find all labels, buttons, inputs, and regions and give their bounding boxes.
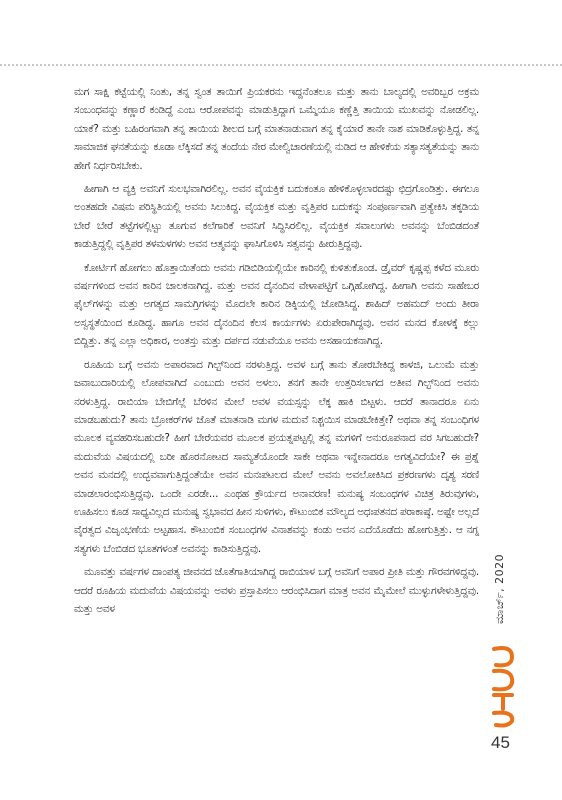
magazine-logo bbox=[488, 643, 518, 729]
article-paragraph-1: ಮಗ ಸಾಕ್ಷಿ ಕಟ್ಟೆಯಲ್ಲಿ ನಿಂತು, ತನ್ನ ಸ್ವಂತ ತಾಯಿಗೆ ಪ್ರಿಯಕರನು ಇದ್ದನೆಂತಲೂ ಮತ್ತು ತಾನು ಬಾಲ್ಯದಲ್ಲಿ ಅವರಿಬ್ಬರ ಅಕ್ರಮ ಸಂಬಂಧವನ್ನು ಕಣ್ಣಾರೆ ಕಂಡಿದ್ದೆ ಎಂಬ ಆರೋಪವನ್ನು ಮಾಡುತ್ತಿದ್ದಾಗ ಒಮ್ಮೆಯೂ ಕಣ್ಣೆತ್ತಿ ತಾಯಿಯ ಮುಖವನ್ನು ನೋಡಲಿಲ್ಲ. ಯಾಕೆ? ಮತ್ತು ಬಹಿರಂಗವಾಗಿ ತನ್ನ ತಾಯಿಯ ಶೀಲದ ಬಗ್ಗೆ ಮಾತನಾಡುವಾಗ ತನ್ನ ಕೈಯಾರೆ ತಾನೇ ನಾಶ ಮಾಡಿಕೊಳ್ಳುತ್ತಿದ್ದ. ತನ್ನ ಸಾಮಾಜಿಕ ಘನತೆಯನ್ನು ಕೂಡಾ ಲೆಕ್ಕಿಸದೆ ತನ್ನ ತಂದೆಯ ನೇರ ಮೇಲ್ವಿಚಾರಣೆಯಲ್ಲಿ ನುಡಿದ ಆ ಹೇಳಿಕೆಯ ಸತ್ಯಾಸತ್ಯತೆಯನ್ನು ತಾನು ಹೇಗೆ ನಿರ್ಧರಿಸಬೇಕು. bbox=[74, 86, 479, 172]
header-dotted-divider bbox=[0, 64, 562, 66]
page-number: 45 bbox=[491, 733, 510, 752]
article-paragraph-2: ಹೀಗಾಗಿ ಆ ವ್ಯಕ್ತಿ ಅವನಿಗೆ ಸುಲಭವಾಗಿರಲಿಲ್ಲ. ಅವನ ವೈಯಕ್ತಿಕ ಬದುಕಂತೂ ಹೇಳಿಕೊಳ್ಳಲಾರದಷ್ಟು ಛಿದ್ರಗೊಂಡಿತ್ತು. ಈಗಲೂ ಅಂತಹದೇ ವಿಷಮ ಪರಿಸ್ಥಿತಿಯಲ್ಲಿ ಅವನು ಸಿಲುಕಿದ್ದ. ವೈಯಕ್ತಿಕ ಮತ್ತು ವೃತ್ತಿಪರ ಬದುಕನ್ನು ಸಂಪೂರ್ಣವಾಗಿ ಪ್ರತ್ಯೇಕಿಸಿ ತಕ್ಕಡಿಯ ಬೇರೆ ಬೇರೆ ತಟ್ಟೆಗಳಲ್ಲಿಟ್ಟು ತೂಗುವ ಕಲೆಗಾರಿಕೆ ಅವನಿಗೆ ಸಿದ್ಧಿಸಿರಲಿಲ್ಲ. ವೈಯಕ್ತಿಕ ಸವಾಲುಗಳು ಅವನನ್ನು ಬೆಂಬಿಡದಂತೆ ಕಾಡುತ್ತಿದ್ದಲ್ಲಿ ವೃತ್ತಿಪರ ತಳಮಳಗಳು ಅವನ ಆತ್ಮವನ್ನು ಘಾಸಿಗೊಳಿಸಿ ಸತ್ವವನ್ನು ಹೀರುತ್ತಿದ್ದವು. bbox=[74, 183, 479, 251]
article-paragraph-4: ರೂಹಿಯ ಬಗ್ಗೆ ಅವನು ಅಪಾರವಾದ ಗಿಲ್ಟ್‌ನಿಂದ ನರಳುತ್ತಿದ್ದ. ಅವಳ ಬಗ್ಗೆ ತಾನು ತೋರಬೇಕಿದ್ದ ಕಾಳಜಿ, ಒಲುಮೆ ಮತ್ತು ಜವಾಬುದಾರಿಯಲ್ಲಿ ಲೋಪವಾಗಿದೆ ಎಂಬುದು ಅವನ ಅಳಲು. ತನಗೆ ತಾನೇ ಉತ್ತರಿಸಲಾಗದ ಅತೀವ ಗಿಲ್ಟ್‌ನಿಂದ ಅವನು ನರಳುತ್ತಿದ್ದ. ರಾಬಿಯಾ ಬೇಬಿಗೆಲ್ಲೆ ಬೆರಳಿನ ಮೇಲೆ ಅವಳ ವಯಸ್ಸನ್ನು ಲೆಕ್ಕ ಹಾಕಿ ಬಿಟ್ಟಳು. ಆದರೆ ತಾನಾದರೂ ಏನು ಮಾಡಬಹುದು? ತಾನು ಬ್ರೋಕರ್‌ಗಳ ಜೊತೆ ಮಾತನಾಡಿ ಮಗಳ ಮದುವೆ ನಿಶ್ಚಯಿಸ ಮಾಡಬೇಕಿತ್ತೇ? ಅಥವಾ ತನ್ನ ಸಂಬಂಧಿಗಳ ಮೂಲಕ ವ್ಯವಹರಿಸಬಹುದೇ? ಹೀಗೆ ಬೇರೆಯವರ ಮೂಲಕ ಪ್ರಯತ್ನಪಟ್ಟಲ್ಲಿ ತನ್ನ ಮಗಳಿಗೆ ಅನುರೂಪನಾದ ವರ ಸಿಗಬಹುದೇ? ಮದುವೆಯ ವಿಷಯದಲ್ಲಿ ಬರೀ ಹೊರನೋಟದ ಸಾಮ್ಯತೆಯೊಂದೇ ಸಾಕೇ ಅಥವಾ ಇನ್ನೇನಾದರೂ ಅಗತ್ಯವಿದೆಯೇ? ಈ ಪ್ರಶ್ನೆ ಅವನ ಮನದಲ್ಲಿ ಉದ್ಭವವಾಗುತ್ತಿದ್ದಂತೆಯೇ ಅವನ ಮನಃಪಟಲದ ಮೇಲೆ ಅವನು ಅವಲೋಕಿಸಿದ ಪ್ರಕರಣಗಳು ದೃಶ್ಯ ಸರಣಿ ಮಾಡಲಾರಂಭಿಸುತ್ತಿದ್ದವು. ಒಂದೇ ಎರಡೇ... ಎಂಥಹ ಕ್ರೌರ್ಯದ ಅನಾವರಣ! ಮನುಷ್ಯ ಸಂಬಂಧಗಳ ವಿಚಿತ್ರ ತಿರುವುಗಳು, ಊಹಿಸಲು ಕೂಡ ಸಾಧ್ಯವಿಲ್ಲದ ಮನುಷ್ಯ ಸ್ವಭಾವದ ಹೀನ ಸುಳಿಗಳು, ಕೌಟುಂಬಿಕ ಮೌಲ್ಯದ ಅಧಃಪತನದ ಪರಾಕಾಷ್ಠೆ. ಅಷ್ಟೇ ಅಲ್ಲದೆ ವೈರತ್ವದ ವಿಜೃಂಭಣೆಯ ಅಟ್ಟಹಾಸ. ಕೌಟುಂಬಿಕ ಸಂಬಂಧಗಳ ವಿನಾಶವನ್ನು ಕಂಡು ಅವನ ಎದೆಯೊಡೆದು ಹೋಗುತ್ತಿತ್ತು. ಆ ನಗ್ನ ಸತ್ಯಗಳು ಬೆಂಬಿಡದ ಭೂತಗಳಂತೆ ಅವನನ್ನು ಕಾಡಿಸುತ್ತಿದ್ದವು. bbox=[74, 358, 479, 555]
issue-date: ಮಾರ್ಚ್, 2020 bbox=[493, 553, 506, 624]
article-paragraph-5: ಮೂವತ್ತು ವರ್ಷಗಳ ದಾಂಪತ್ಯ ಜೀವನದ ಜೊತೆಗಾತಿಯಾಗಿದ್ದ ರಾಬಿಯಾಳ ಬಗ್ಗೆ ಅವನಿಗೆ ಅಪಾರ ಪ್ರೀತಿ ಮತ್ತು ಗೌರವಗಳಿದ್ದವು. ಆದರೆ ರೂಹಿಯ ಮದುವೆಯ ವಿಷಯವನ್ನು ಅವಳು ಪ್ರಸ್ತಾಪಿಸಲು ಆರಂಭಿಸಿದಾಗ ಮಾತ್ರ ಅವನ ಮೈಮೇಲೆ ಮುಳ್ಳುಗಳೇಳುತ್ತಿದ್ದವು. ಮತ್ತು ಅವಳ bbox=[74, 566, 479, 615]
article-paragraph-3: ಕೋರ್ಟಿಗೆ ಹೋಗಲು ಹೊತ್ತಾಯಿತೆಂದು ಅವನು ಗಡಿಬಿಡಿಯಲ್ಲಿಯೇ ಕಾರಿನಲ್ಲಿ ಕುಳಿತುಕೊಂಡ. ಡ್ರೈವರ್ ಕೃಷ್ಣಪ್ಪ ಕಳೆದ ಮೂರು ವರ್ಷಗಳಿಂದ ಅವನ ಕಾರಿನ ಚಾಲಕನಾಗಿದ್ದ. ಮತ್ತು ಅವನ ದೈನಂದಿನ ವೇಳಾಪಟ್ಟಿಗೆ ಒಗ್ಗಿಹೋಗಿದ್ದ. ಹೀಗಾಗಿ ಅವನು ಸಾಹೇಬರ ಫೈಲ್‌ಗಳನ್ನು ಮತ್ತು ಅಗತ್ಯದ ಸಾಮಗ್ರಿಗಳನ್ನು ಮೊದಲೇ ಕಾರಿನ ಡಿಕ್ಕಿಯಲ್ಲಿ ಜೋಡಿಸಿದ್ದ. ಶಾಹಿದ್ ಅಹಮದ್ ಅಂದು ತೀರಾ ಅಸ್ವಸ್ಥತೆಯಿಂದ ಕೂಡಿದ್ದ. ಹಾಗೂ ಅವನ ದೈನಂದಿನ ಕೆಲಸ ಕಾರ್ಯಗಳು ಏರುಪೇರಾಗಿದ್ದವು. ಅವನ ಮನದ ಕೋಳಕ್ಕೆ ಕಲ್ಲು ಬಿದ್ದಿತ್ತು. ತನ್ನ ಎಲ್ಲಾ ಅಧಿಕಾರ, ಅಂತಸ್ತು ಮತ್ತು ದರ್ಪದ ನಡುವೆಯೂ ಅವನು ಅಸಹಾಯಕನಾಗಿದ್ದ. bbox=[74, 261, 479, 348]
article-body bbox=[74, 83, 479, 623]
